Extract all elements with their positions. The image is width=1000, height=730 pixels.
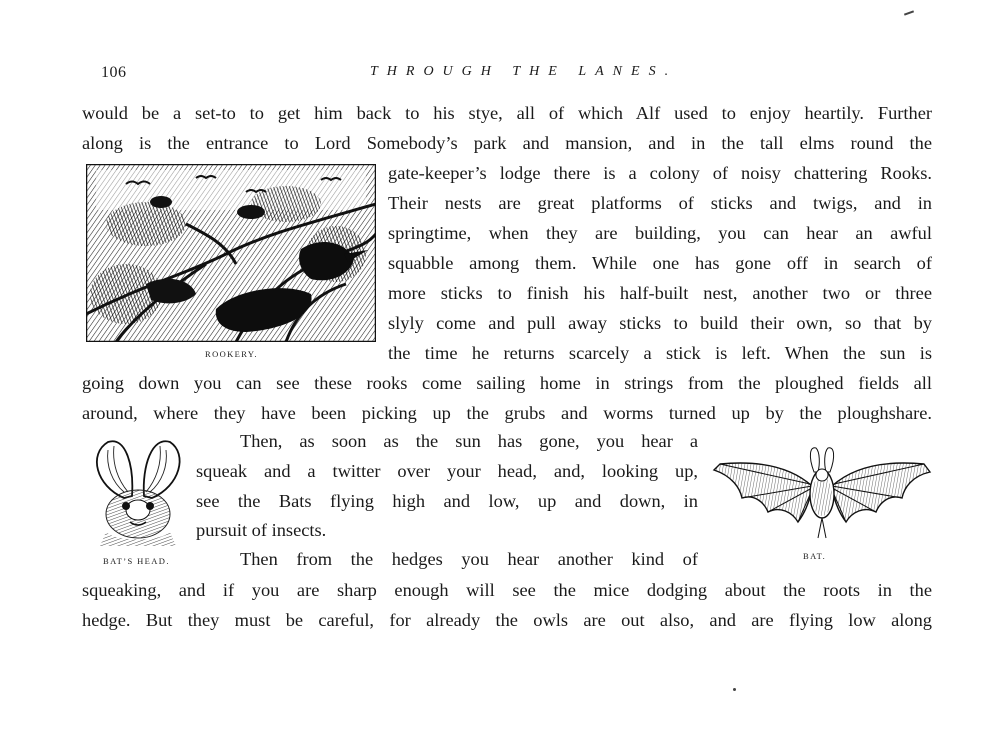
- text-line: the time he returns scarcely a stick is left. When the sun is: [388, 343, 932, 363]
- text-line: more sticks to finish his half-built nest, another two or three: [388, 283, 932, 303]
- text-line: along is the entrance to Lord Somebody’s park and mansion, and in the tall elms round the: [82, 133, 932, 153]
- text-line: would be a set-to to get him back to his stye, all of which Alf used to enjoy heartily. Further: [82, 103, 932, 123]
- text-line: Then from the hedges you hear another kind of: [240, 549, 698, 569]
- text-line: Their nests are great platforms of sticks and twigs, and in: [388, 193, 932, 213]
- text-line: springtime, when they are building, you can hear an awful: [388, 223, 932, 243]
- text-line: Then, as soon as the sun has gone, you hear a: [240, 431, 698, 451]
- rookery-caption: ROOKERY.: [205, 349, 258, 359]
- bat-illustration: [712, 442, 932, 542]
- text-line: around, where they have been picking up the grubs and worms turned up by the ploughshare.: [82, 403, 932, 423]
- text-line: pursuit of insects.: [196, 520, 327, 540]
- bats-head-illustration: [86, 436, 188, 548]
- rookery-illustration: [86, 164, 376, 342]
- text-line: hedge. But they must be careful, for already the owls are out also, and are flying low along: [82, 610, 932, 630]
- text-line: going down you can see these rooks come sailing home in strings from the ploughed fields all: [82, 373, 932, 393]
- text-line: squeak and a twitter over your head, and, looking up,: [196, 461, 698, 481]
- bat-caption: BAT.: [803, 551, 827, 561]
- text-line: gate-keeper’s lodge there is a colony of noisy chattering Rooks.: [388, 163, 932, 183]
- text-line: squeaking, and if you are sharp enough will see the mice dodging about the roots in the: [82, 580, 932, 600]
- scan-speck: [904, 10, 914, 15]
- page-number: 106: [101, 64, 127, 81]
- text-line: squabble among them. While one has gone off in search of: [388, 253, 932, 273]
- running-title: THROUGH THE LANES.: [370, 64, 678, 79]
- text-line: slyly come and pull away sticks to build their own, so that by: [388, 313, 932, 333]
- text-line: see the Bats flying high and low, up and down, in: [196, 491, 698, 511]
- scan-speck: [733, 688, 736, 691]
- bats-head-caption: BAT’S HEAD.: [103, 556, 170, 566]
